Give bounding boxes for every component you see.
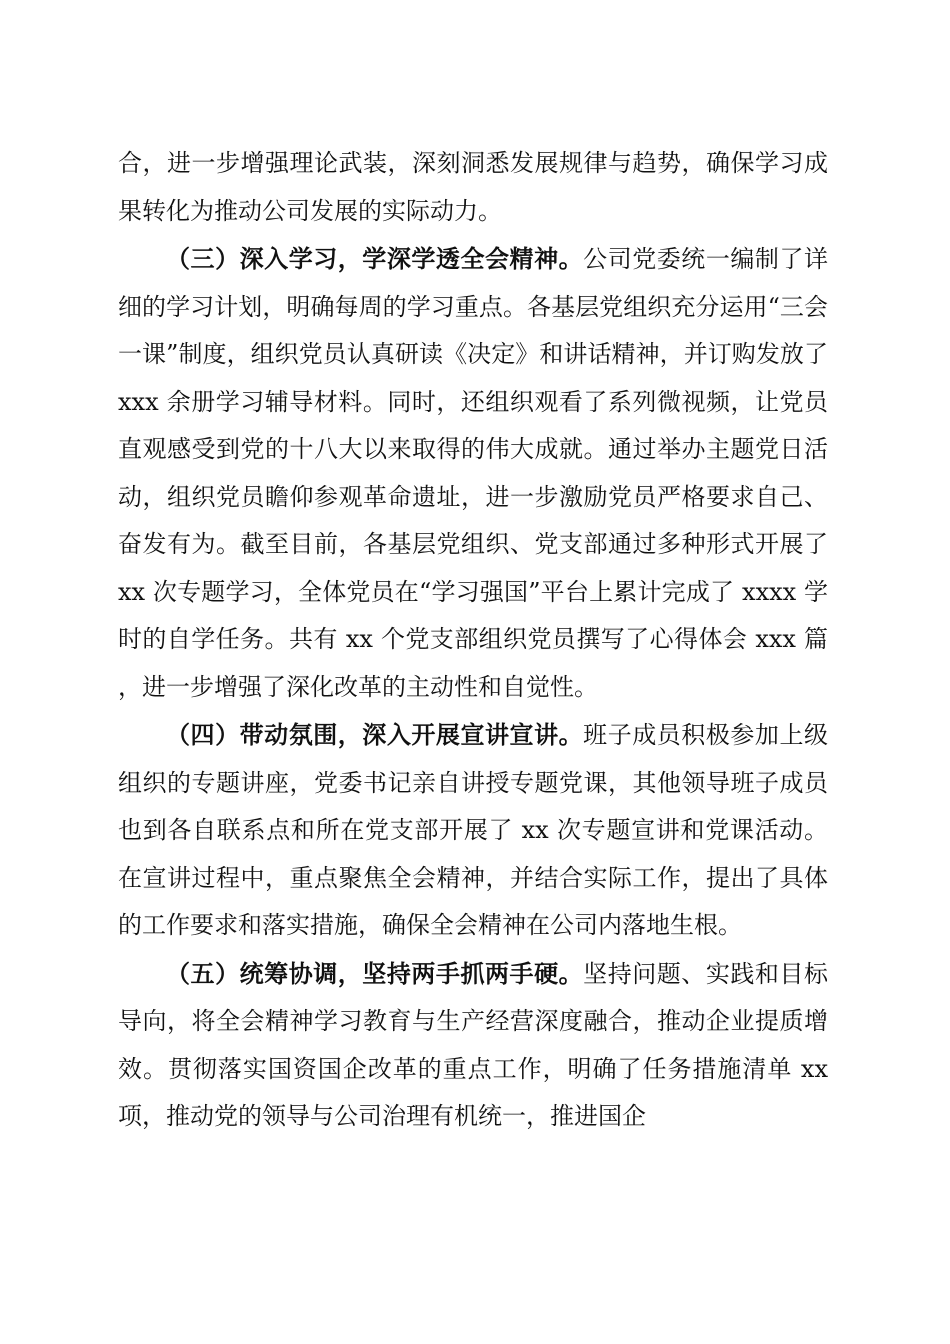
paragraph-body: 坚持问题、实践和目标导向，将全会精神学习教育与生产经营深度融合，推动企业提质增效。贯彻落实国资国企改革的重点工作，明确了任务措施清单 xx 项，推动党的领导与公司治理有机统一，推进国企 [118, 959, 829, 1130]
paragraph-continuation [118, 140, 828, 235]
section-heading: （三）深入学习，学深学透全会精神。 [166, 244, 584, 273]
section-heading: （五）统筹协调，坚持两手抓两手硬。 [166, 958, 584, 988]
section-heading: （四）带动氛围，深入开展宣讲宣讲。 [166, 720, 584, 749]
paragraph-body: 班子成员积极参加上级组织的专题讲座，党委书记亲自讲授专题党课，其他领导班子成员也到各自联系点和所在党支部开展了 xx 次专题宣讲和党课活动。在宣讲过程中，重点聚焦全会精神，并结合实际工作，提出了具体的工作要求和落实措施，确保全会精神在公司内落地生根。 [118, 721, 829, 939]
document-page [118, 140, 828, 1141]
paragraph-section-3 [118, 235, 828, 711]
paragraph-body: 合，进一步增强理论武装，深刻洞悉发展规律与趋势，确保学习成果转化为推动公司发展的实际动力。 [118, 149, 828, 225]
paragraph-body: 公司党委统一编制了详细的学习计划，明确每周的学习重点。各基层党组织充分运用“三会一课”制度，组织党员认真研读《决定》和讲话精神，并订购发放了 xxx 余册学习辅导材料。同时，还组织观看了系列微视频，让党员直观感受到党的十八大以来取得的伟大成就。通过举办主题党日活动，组织党员瞻仰参观革命遗址，进一步激励党员严格要求自己、奋发有为。截至目前，各基层党组织、党支部通过多种形式开展了 xx 次专题学习，全体党员在“学习强国”平台上累计完成了 xxxx 学时的自学任务。共有 xx 个党支部组织党员撰写了心得体会 xxx 篇，进一步增强了深化改革的主动性和自觉性。 [118, 245, 829, 701]
paragraph-section-5 [118, 950, 828, 1141]
paragraph-section-4 [118, 711, 828, 950]
